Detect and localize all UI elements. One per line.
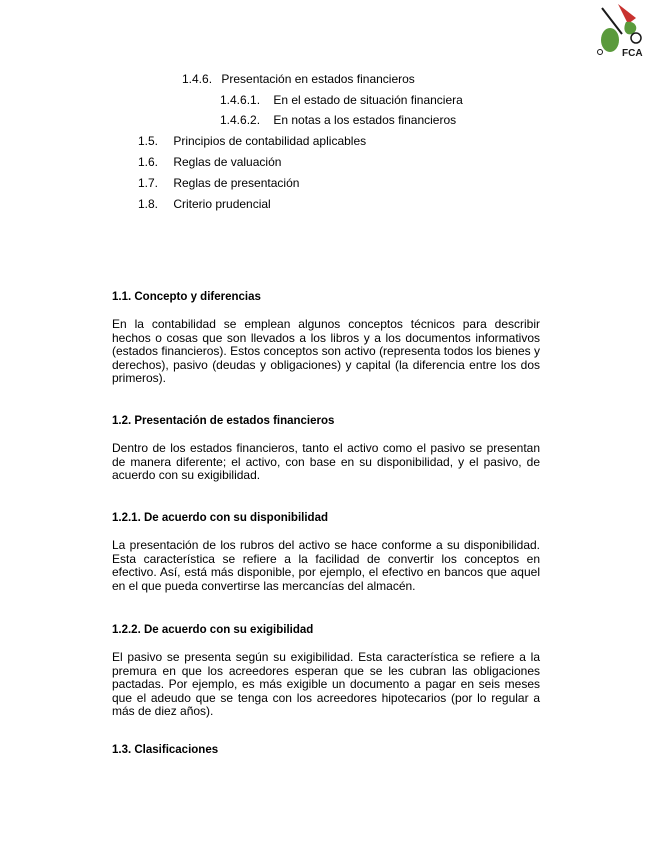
toc-item xyxy=(220,112,456,128)
toc-number: 1.5. xyxy=(138,134,159,148)
toc-item xyxy=(182,71,415,87)
section-paragraph: Dentro de los estados financieros, tanto el activo como el pasivo se presentan de manera diferente; el activo, con base en su disponibilidad, y el pasivo, de acuerdo con su exigibilidad. xyxy=(112,441,540,483)
logo-small-circle xyxy=(598,50,603,55)
section-paragraph: El pasivo se presenta según su exigibilidad. Esta característica se refiere a la premura en que los acreedores esperan que se les cubran las obligaciones pactadas. Por ejemplo, es más exigible un documento a pagar en seis meses que el adeudo que se tenga con los acreedores hipotecarios (por lo regular a más de diez años). xyxy=(112,650,540,719)
section-heading: 1.1. Concepto y diferencias xyxy=(112,291,261,303)
toc-item xyxy=(220,92,463,108)
toc-number: 1.4.6. xyxy=(182,72,213,86)
toc-label: Reglas de presentación xyxy=(173,176,300,190)
toc-label: Principios de contabilidad aplicables xyxy=(173,134,367,148)
fca-logo xyxy=(592,0,652,60)
logo-green-shape xyxy=(601,28,619,52)
toc-label: En notas a los estados financieros xyxy=(273,113,457,127)
toc-number: 1.4.6.1. xyxy=(220,93,261,107)
toc-item xyxy=(138,175,299,191)
section-heading: 1.2.1. De acuerdo con su disponibilidad xyxy=(112,512,328,524)
toc-label: Criterio prudencial xyxy=(173,197,271,211)
logo-text: FCA xyxy=(622,48,643,59)
section-heading: 1.2.2. De acuerdo con su exigibilidad xyxy=(112,624,314,636)
logo-red-shape xyxy=(618,4,636,24)
section-paragraph: La presentación de los rubros del activo se hace conforme a su disponibilidad. Esta característica se refiere a la facilidad de convertir los conceptos en efectivo. Así, está más disponible, por ejemplo, el efectivo en bancos que aquel en el que pueda convertirse las mercancías del almacén. xyxy=(112,538,540,593)
toc-number: 1.4.6.2. xyxy=(220,113,261,127)
toc-label: En el estado de situación financiera xyxy=(273,93,463,107)
toc-item xyxy=(138,196,271,212)
logo-circle xyxy=(631,33,641,43)
toc-label: Reglas de valuación xyxy=(173,155,282,169)
section-heading: 1.3. Clasificaciones xyxy=(112,744,219,756)
fca-logo-graphic xyxy=(592,0,652,60)
section-paragraph: En la contabilidad se emplean algunos conceptos técnicos para describir hechos o cosas que son llevados a los libros y a los documentos informativos (estados financieros). Estos conceptos son activo (representa todos los bienes y derechos), pasivo (deudas y obligaciones) y capital (la diferencia entre los dos primeros). xyxy=(112,317,540,386)
toc-number: 1.8. xyxy=(138,197,159,211)
toc-number: 1.7. xyxy=(138,176,159,190)
toc-item xyxy=(138,154,281,170)
toc-label: Presentación en estados financieros xyxy=(221,72,415,86)
section-heading: 1.2. Presentación de estados financieros xyxy=(112,415,335,427)
toc-number: 1.6. xyxy=(138,155,159,169)
toc-item xyxy=(138,133,366,149)
